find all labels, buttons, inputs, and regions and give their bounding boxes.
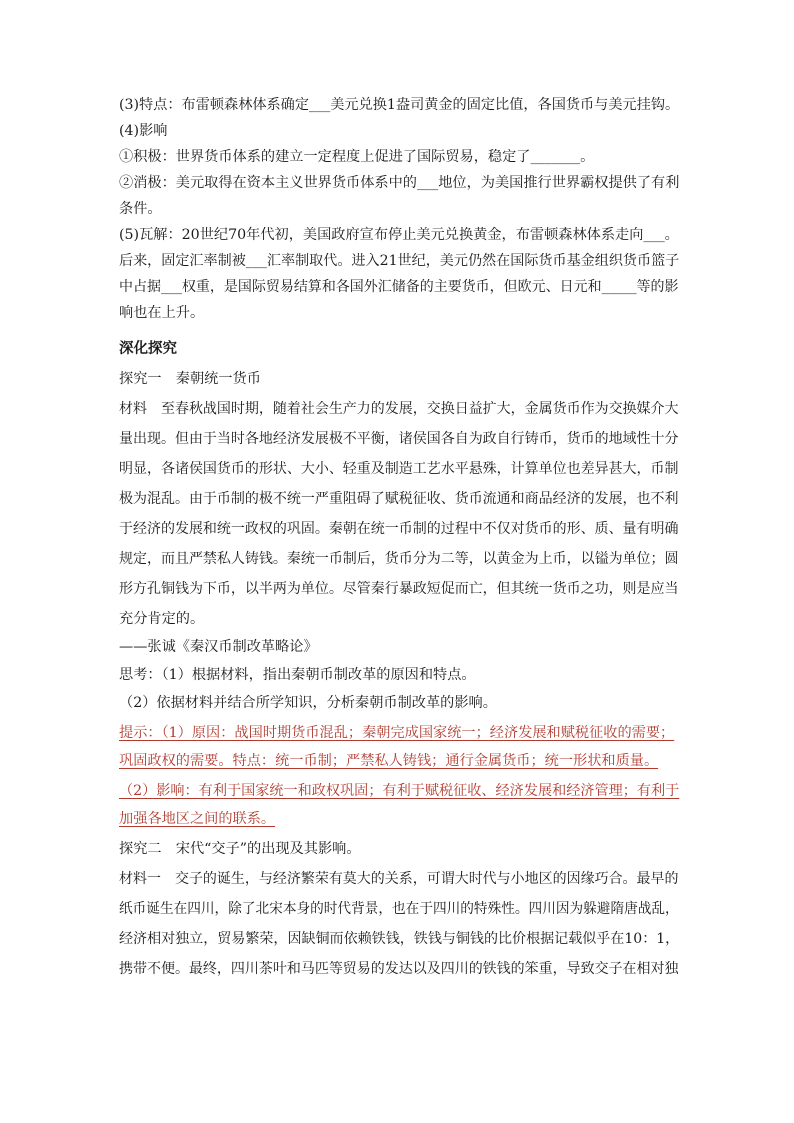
- text-line: 于经济的发展和统一政权的巩固。秦朝在统一币制的过程中不仅对货币的形、质、量有明确: [119, 521, 679, 537]
- text-line: 材料 至春秋战国时期，随着社会生产力的发展，交换日益扩大，金属货币作为交换媒介大: [119, 401, 679, 417]
- text-line: 思考：（1）根据材料，指出秦朝币制改革的原因和特点。: [119, 667, 476, 683]
- answer-line: 巩固政权的需要。特点：统一币制；严禁私人铸钱；通行金属货币；统一形状和质量。: [119, 753, 659, 769]
- text-line: 经济相对独立，贸易繁荣，因缺铜而依赖铁钱，铁钱与铜钱的比价根据记载似乎在10：1，: [119, 931, 680, 947]
- section-heading: 深化探究: [119, 341, 177, 357]
- answer-line: 提示：（1）原因：战国时期货币混乱；秦朝完成国家统一；经济发展和赋税征收的需要；: [119, 725, 675, 741]
- answer-line: 加强各地区之间的联系。: [119, 811, 276, 827]
- text-line: ——张诚《秦汉币制改革略论》: [119, 639, 318, 655]
- text-line: （2）依据材料并结合所学知识，分析秦朝币制改革的影响。: [119, 695, 497, 711]
- text-line: 探究二 宋代“交子”的出现及其影响。: [119, 841, 361, 857]
- text-line: (3)特点：布雷顿森林体系确定___美元兑换1盎司黄金的固定比值，各国货币与美元挂钩。: [119, 97, 680, 113]
- text-line: 探究一 秦朝统一货币: [119, 371, 261, 387]
- text-line: 极为混乱。由于币制的极不统一严重阻碍了赋税征收、货币流通和商品经济的发展，也不利: [119, 491, 679, 507]
- text-line: 携带不便。最终，四川茶叶和马匹等贸易的发达以及四川的铁钱的笨重，导致交子在相对独: [119, 961, 679, 977]
- text-line: 材料一 交子的诞生，与经济繁荣有莫大的关系，可谓大时代与小地区的因缘巧合。最早的: [119, 871, 679, 887]
- text-line: 中占据___权重，是国际贸易结算和各国外汇储备的主要货币，但欧元、日元和_____等的影: [119, 279, 679, 295]
- text-line: 明显，各诸侯国货币的形状、大小、轻重及制造工艺水平悬殊，计算单位也差异甚大，币制: [119, 461, 679, 477]
- text-line: ②消极：美元取得在资本主义世界货币体系中的___地位，为美国推行世界霸权提供了有利: [119, 175, 680, 191]
- text-line: (4)影响: [119, 123, 168, 139]
- text-line: 量出现。但由于当时各地经济发展极不平衡，诸侯国各自为政自行铸币，货币的地域性十分: [119, 431, 679, 447]
- text-line: ①积极：世界货币体系的建立一定程度上促进了国际贸易，稳定了_______。: [119, 149, 595, 165]
- text-line: (5)瓦解：20世纪70年代初，美国政府宣布停止美元兑换黄金，布雷顿森林体系走向___。: [119, 227, 679, 243]
- text-line: 规定，而且严禁私人铸钱。秦统一币制后，货币分为二等，以黄金为上币，以镒为单位；圆: [119, 551, 679, 567]
- answer-line: （2）影响：有利于国家统一和政权巩固；有利于赋税征收、经济发展和经济管理；有利于: [119, 783, 680, 799]
- text-line: 条件。: [119, 201, 162, 217]
- text-line: 后来，固定汇率制被___汇率制取代。进入21世纪，美元仍然在国际货币基金组织货币篮子: [119, 253, 680, 269]
- text-line: 形方孔铜钱为下币，以半两为单位。尽管秦行暴政短促而亡，但其统一货币之功，则是应当: [119, 581, 679, 597]
- text-line: 纸币诞生在四川，除了北宋本身的时代背景，也在于四川的特殊性。四川因为躲避隋唐战乱，: [119, 901, 679, 917]
- text-line: 充分肯定的。: [119, 611, 205, 627]
- text-line: 响也在上升。: [119, 305, 205, 321]
